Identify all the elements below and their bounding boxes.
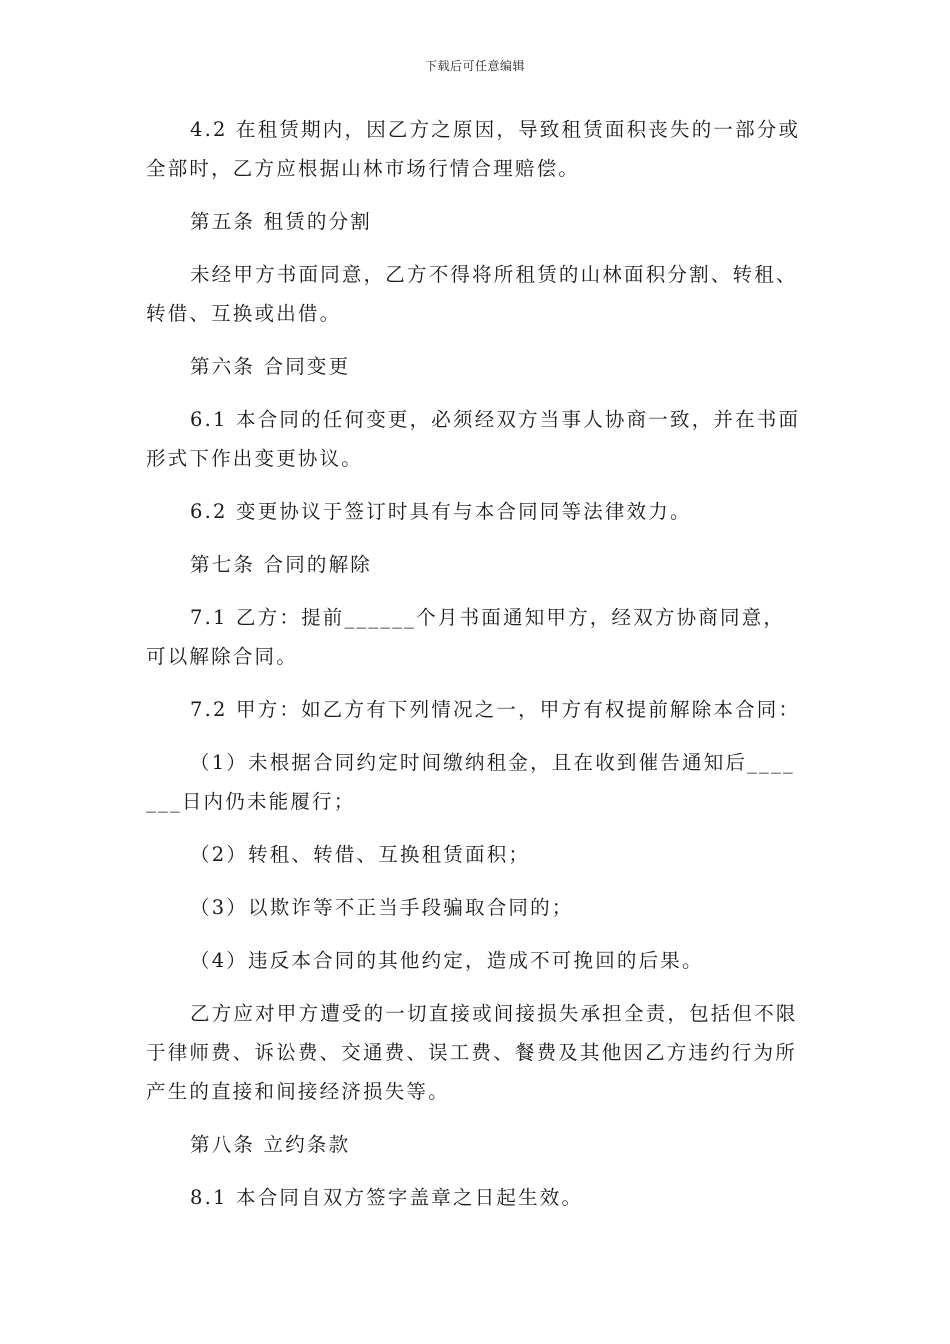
condition-3: （3）以欺诈等不正当手段骗取合同的； xyxy=(190,896,574,919)
document-body xyxy=(146,110,806,1231)
page-header-note: 下载后可任意编辑 xyxy=(424,59,525,73)
condition-2: （2）转租、转借、互换租赁面积； xyxy=(190,843,531,866)
liability-paragraph: 乙方应对甲方遭受的一切直接或间接损失承担全责，包括但不限于律师费、诉讼费、交通费、误工费、餐费及其他因乙方违约行为所产生的直接和间接经济损失等。 xyxy=(146,1002,798,1103)
article-7-heading: 第七条 合同的解除 xyxy=(190,553,372,576)
clause-8-1: 8.1 本合同自双方签字盖章之日起生效。 xyxy=(190,1186,584,1209)
clause-7-2: 7.2 甲方：如乙方有下列情况之一，甲方有权提前解除本合同： xyxy=(190,698,801,721)
article-8-heading: 第八条 立约条款 xyxy=(190,1133,351,1156)
article-5-heading: 第五条 租赁的分割 xyxy=(190,210,372,233)
clause-6-1: 6.1 本合同的任何变更，必须经双方当事人协商一致，并在书面形式下作出变更协议。 xyxy=(146,408,801,470)
article-6-heading: 第六条 合同变更 xyxy=(190,355,351,378)
condition-1: （1）未根据合同约定时间缴纳租金，且在收到催告通知后_______日内仍未能履行； xyxy=(146,751,795,813)
clause-7-1: 7.1 乙方：提前______个月书面通知甲方，经双方协商同意，可以解除合同。 xyxy=(146,606,786,668)
clause-6-2: 6.2 变更协议于签订时具有与本合同同等法律效力。 xyxy=(190,500,692,523)
clause-4-2: 4.2 在租赁期内，因乙方之原因，导致租赁面积丧失的一部分或全部时，乙方应根据山林市场行情合理赔偿。 xyxy=(146,118,801,180)
article-5-text: 未经甲方书面同意，乙方不得将所租赁的山林面积分割、转租、转借、互换或出借。 xyxy=(146,263,798,325)
condition-4: （4）违反本合同的其他约定，造成不可挽回的后果。 xyxy=(190,949,704,972)
